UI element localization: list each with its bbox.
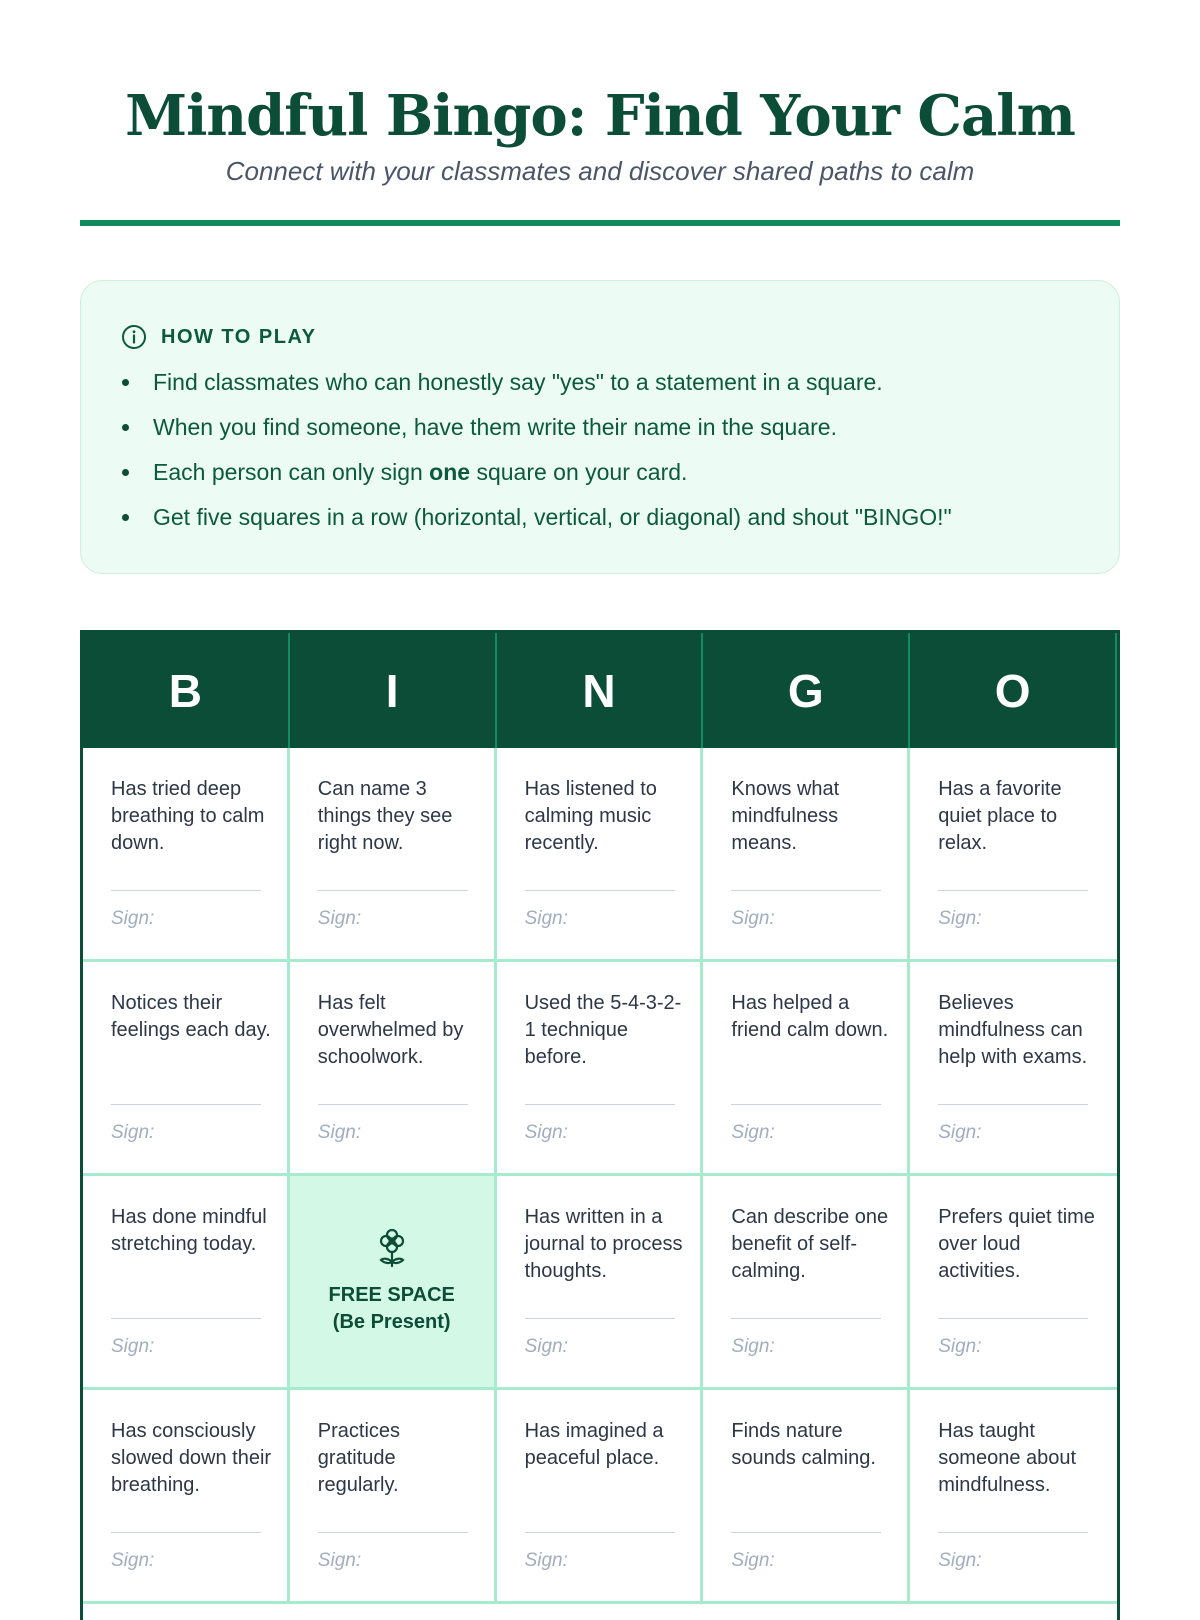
sign-label: Sign: [524,1550,568,1571]
column-header-g: G [703,633,910,748]
square-statement: Has listened to calming music recently. [524,778,657,854]
sign-label: Sign: [111,1122,155,1143]
square-statement: Has tried deep breathing to calm down. [111,778,265,854]
square-statement: Has felt overwhelmed by schoolwork. [317,992,464,1068]
signature-line[interactable] [318,1104,468,1105]
bingo-square[interactable] [497,1390,704,1604]
square-statement: Believes mindfulness can help with exams. [938,992,1088,1068]
signature-line[interactable] [111,890,261,891]
bingo-square[interactable] [83,1390,290,1604]
sign-label: Sign: [111,908,155,929]
bingo-square[interactable] [497,748,704,962]
emphasis: one [429,459,471,485]
title-divider [80,220,1120,226]
column-header-o: O [910,633,1117,748]
square-statement: Knows what mindfulness means. [731,778,840,854]
column-header-n: N [497,633,704,748]
sign-label: Sign: [317,908,362,929]
bingo-square[interactable] [910,1176,1117,1390]
bullet [122,379,129,386]
sign-label: Sign: [524,1336,568,1357]
how-to-play-panel [80,280,1120,574]
bullet [122,514,129,521]
sign-label: Sign: [938,1122,982,1143]
square-statement: Has helped a friend calm down. [731,992,889,1041]
signature-line[interactable] [111,1532,261,1533]
page-subtitle: Connect with your classmates and discover shared paths to calm [225,156,975,186]
square-statement: Has a favorite quiet place to relax. [938,778,1062,854]
sign-label: Sign: [938,1336,982,1357]
square-statement: Prefers quiet time over loud activities. [938,1206,1095,1282]
signature-line[interactable] [525,1318,675,1319]
square-statement: Finds nature sounds calming. [731,1420,876,1469]
bingo-square[interactable] [497,962,704,1176]
bingo-square[interactable] [703,1176,910,1390]
signature-line[interactable] [525,1532,675,1533]
sign-label: Sign: [731,1336,775,1357]
bingo-square[interactable] [910,962,1117,1176]
page-title: Mindful Bingo: Find Your Calm [125,83,1075,149]
signature-line[interactable] [938,1104,1088,1105]
bingo-card [80,630,1120,1620]
rule-item: When you find someone, have them write their name in the square. [121,410,952,455]
sign-label: Sign: [731,1122,775,1143]
rule-item: Get five squares in a row (horizontal, vertical, or diagonal) and shout "BINGO!" [121,500,952,545]
square-statement: Practices gratitude regularly. [317,1420,401,1496]
bingo-square[interactable] [703,962,910,1176]
bingo-square[interactable] [497,1176,704,1390]
sign-label: Sign: [111,1336,155,1357]
free-space-label: FREE SPACE (Be Present) [328,1284,455,1333]
sign-label: Sign: [111,1550,155,1571]
signature-line[interactable] [938,1532,1088,1533]
bingo-square[interactable] [83,748,290,962]
square-statement: Has imagined a peaceful place. [524,1420,664,1469]
rule-item: Each person can only sign one square on your card. [121,455,952,500]
column-header-b: B [83,633,290,748]
signature-line[interactable] [731,1318,881,1319]
signature-line[interactable] [525,890,675,891]
sign-label: Sign: [938,1550,982,1571]
signature-line[interactable] [111,1104,261,1105]
how-to-play-header [121,324,316,350]
bingo-square[interactable] [290,1390,497,1604]
rule-item: Find classmates who can honestly say "yes" to a statement in a square. [121,365,952,410]
sign-label: Sign: [317,1122,362,1143]
bingo-square[interactable] [83,962,290,1176]
signature-line[interactable] [525,1104,675,1105]
bingo-square[interactable] [83,1176,290,1390]
rules-list [121,365,952,545]
square-statement: Has taught someone about mindfulness. [938,1420,1077,1496]
bingo-square[interactable] [703,748,910,962]
square-statement: Can describe one benefit of self-calming. [731,1206,889,1282]
square-statement: Has done mindful stretching today. [111,1206,267,1255]
square-statement: Has consciously slowed down their breathing. [111,1420,272,1496]
signature-line[interactable] [318,1532,468,1533]
bingo-square[interactable] [703,1390,910,1604]
sign-label: Sign: [938,908,982,929]
sign-label: Sign: [524,1122,568,1143]
info-icon [121,324,147,350]
sign-label: Sign: [524,908,568,929]
sign-label: Sign: [317,1550,362,1571]
signature-line[interactable] [731,1104,881,1105]
bingo-square[interactable] [290,748,497,962]
square-statement: Can name 3 things they see right now. [317,778,453,854]
signature-line[interactable] [731,890,881,891]
bingo-square[interactable] [910,748,1117,962]
free-space-square [290,1176,497,1390]
square-statement: Used the 5-4-3-2-1 technique before. [524,992,682,1068]
signature-line[interactable] [938,1318,1088,1319]
square-statement: Notices their feelings each day. [111,992,271,1041]
column-header-i: I [290,633,497,748]
bingo-square[interactable] [910,1390,1117,1604]
flower-icon [377,1226,407,1270]
square-statement: Has written in a journal to process thoughts. [524,1206,683,1282]
signature-line[interactable] [111,1318,261,1319]
sign-label: Sign: [731,908,775,929]
how-to-play-title: HOW TO PLAY [161,325,317,348]
signature-line[interactable] [731,1532,881,1533]
signature-line[interactable] [938,890,1088,891]
bingo-square[interactable] [290,962,497,1176]
bullet [122,424,129,431]
signature-line[interactable] [318,890,468,891]
bullet [122,469,129,476]
sign-label: Sign: [731,1550,775,1571]
